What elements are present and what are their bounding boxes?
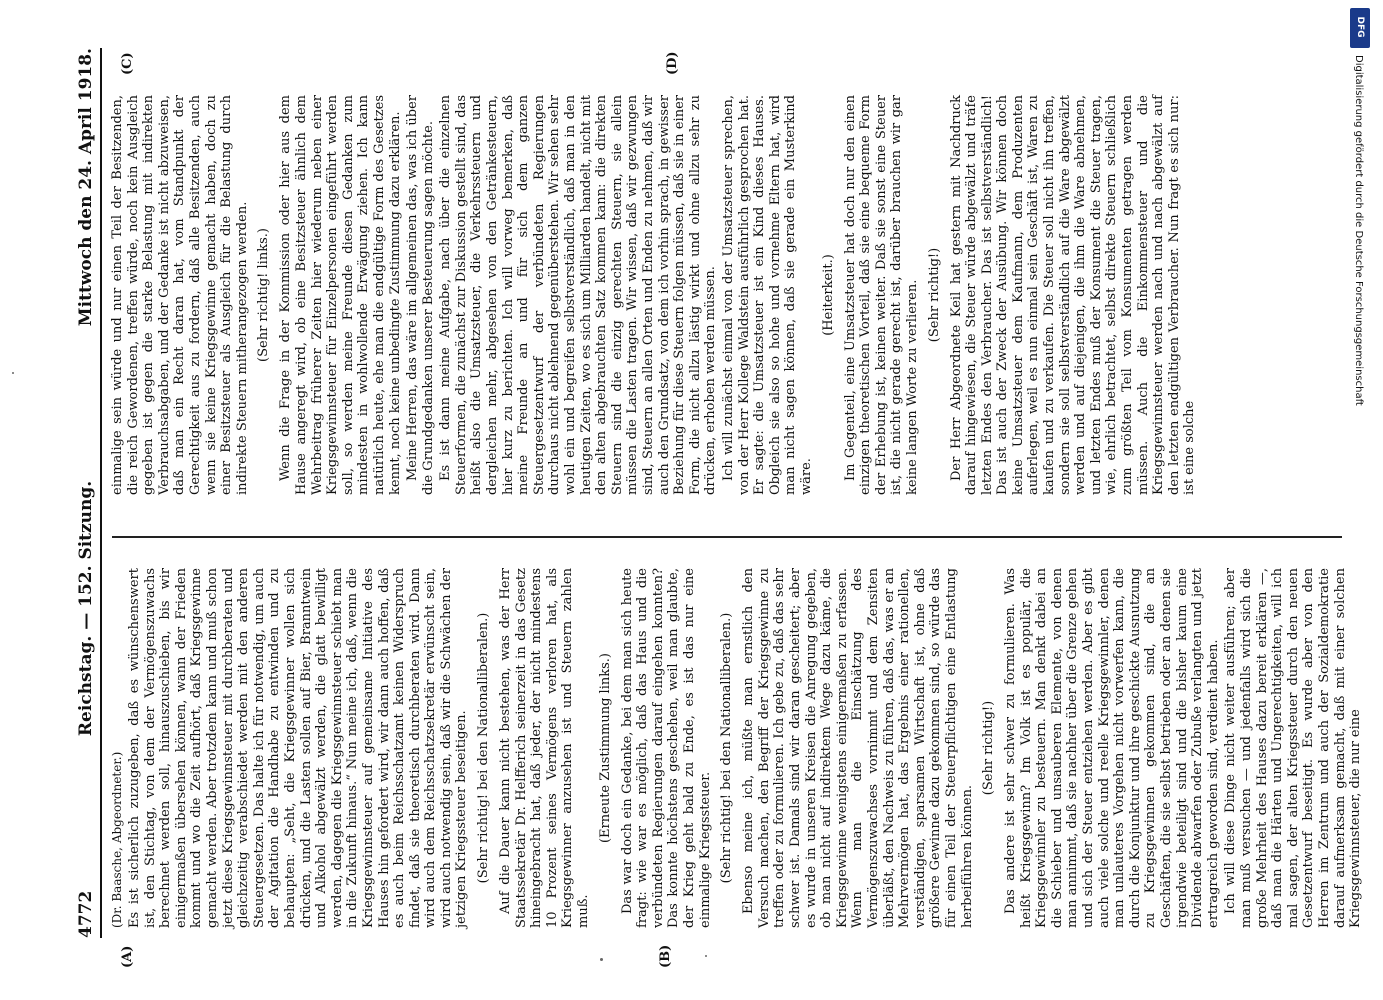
paragraph: Ich will diese Dinge nicht weiter ausführen; aber man muß versuchen — und jedenfalls wird sich die große Mehrheit des Hauses dazu bereit erklären —, daß man die Härten und Ungerechtigkeiten, will ich mal sagen, der alten Kriegssteuer durch den neuen Gesetzentwurf beseitigt. Es wurde aber von den Herren im Zentrum und auch der Sozialdemokratie darauf aufmerksam gemacht, daß mit einer solchen Kriegsgewinnsteuer, die nur eine (1223, 568, 1364, 928)
interjection: (Sehr richtig! links.) (256, 228, 272, 362)
column-divider (112, 536, 1342, 538)
margin-marker-a: (A) (120, 945, 135, 968)
page-number: 4772 (76, 890, 96, 938)
left-column (110, 568, 1364, 968)
margin-marker-c: (C) (120, 52, 135, 75)
interjection: (Erneute Zustimmung links.) (597, 652, 613, 844)
paragraph: Es ist sicherlich zuzugeben, daß es wünschenswert ist, den Stichtag, von dem der Vermögenszuwachs berechnet werden soll, hinauszuschieben, bis wir einigermaßen übersehen können, wann der Frieden kommt und wo die Zeit aufhört, daß Kriegsgewinne gemacht werden. Aber trotzdem kann und muß schon jetzt diese Kriegsgewinnsteuer mit durchberaten und gleichzeitig verabschiedet werden mit den anderen Steuergesetzen. Das halte ich für notwendig, um auch der Agitation die Handhabe zu entwinden und zu behaupten: „Seht, die Kriegsgewinner wollen sich drücken, und die Lasten sollen auf Bier, Branntwein und Alkohol abgewälzt werden, die glatt bewilligt werden, dagegen die Kriegsgewinnsteuer schiebt man in die Zukunft hinaus.“ Nun meine ich, daß, wenn die Kriegsgewinnsteuer auf gemeinsame Initiative des Hauses hin gefordert wird, wir dann auch hoffen, daß es auch beim Reichsschatzamt keinen Widerspruch findet, daß sie theoretisch durchberaten wird. Dann wird auch dem Reichsschatzsekretär erwünscht sein, wird auch notwendig sein, daß wir die Schwächen der jetzigen Kriegssteuer beseitigen. (127, 568, 470, 928)
paragraph: Meine Herren, das wäre im allgemeinen das, was ich über die Grundgedanken unserer Besteuerung sagen möchte. (405, 95, 436, 495)
session-date: Mittwoch den 24. April 1918. (76, 48, 96, 327)
page-title: Reichstag. — 152. Sitzung. (76, 480, 96, 737)
speaker-attribution: (Dr. Baasche, Abgeordneter.) (110, 751, 124, 928)
paragraph: Das andere ist sehr schwer zu formulieren. Was heißt Kriegsgewinn? Im Volk ist es populär, die Kriegsgewinnler zu besteuern. Man denkt dabei an die Schieber und unsauberen Elemente, von denen man annimmt, daß sie nachher über die Grenze gehen und sich der Steuer entziehen werden. Aber es gibt auch viele solche und reelle Kriegsgewinnler, denen man unlauteres Vorgehen nicht vorwerfen kann, die durch die Konjunktur und ihre geschickte Ausnutzung zu Kriegsgewinnen gekommen sind, die an Geschäften, die sie selbst betrieben oder an denen sie irgendwie beteiligt sind und die bisher kaum eine Dividende abwarfen oder Zubuße verlangten und jetzt ertragreich geworden sind, verdient haben. (1003, 568, 1221, 928)
paragraph: Ebenso meine ich, müßte man ernstlich den Versuch machen, den Begriff der Kriegsgewinne zu treffen oder zu formulieren. Ich gebe zu, daß das sehr schwer ist. Damals sind wir daran gescheitert; aber es wurde in unseren Kreisen die Anregung gegeben, ob man nicht auf indirektem Wege dazu käme, die Kriegsgewinne wenigstens einigermaßen zu erfassen. Wenn man die Einschätzung des Vermögenszuwachses vornimmt und dem Zensiten überläßt, den Nachweis zu führen, daß das, was er an Mehrvermögen hat, das Ergebnis einer rationellen, verständigen, sparsamen Wirtschaft ist, ohne daß größere Gewinne dazu gekommen sind, so würde das für einen Teil der Steuerpflichtigen eine Entlastung herbeiführen können. (741, 568, 975, 928)
paragraph: Im Gegenteil, eine Umsatzsteuer hat doch nur den einen einzigen theoretischen Vorteil, daß sie eine bequeme Form der Erhebung ist, keinen weiter. Daß sie sonst eine Steuer ist, die nicht gerade gerecht ist, darüber brauchen wir gar keine langen Worte zu verlieren. (842, 95, 920, 495)
paragraph: Das war doch ein Gedanke, bei dem man sich heute fragt: wie war es möglich, daß das Haus und die verbündeten Regierungen darauf eingehen konnten? Das konnte höchstens geschehen, weil man glaubte, der Krieg geht bald zu Ende, es ist das nur eine einmalige Kriegssteuer. (619, 568, 713, 928)
paragraph: Der Herr Abgeordnete Keil hat gestern mit Nachdruck darauf hingewiesen, die Steuer würde abgewälzt und träfe letzten Endes den Verbraucher. Das ist selbstverständlich! Das ist auch der Zweck der Ausübung. Wir können doch keine Umsatzsteuer dem Kaufmann, dem Produzenten auferlegen, weil es nun einmal sein Geschäft ist, Waren zu kaufen und zu verkaufen. Die Steuer soll nicht ihn treffen, sondern sie soll selbstverständlich auf die Ware abgewälzt werden und auf diejenigen, die ihm die Ware abnehmen, und letzten Endes muß der Konsument die Steuer tragen, wie, ehrlich betrachtet, selbst direkte Steuern schließlich zum größten Teil vom Konsumenten getragen werden müssen. Auch die Einkommensteuer und die Kriegsgewinnsteuer werden nach und nach abgewälzt auf den letzten endgültigen Verbraucher. Nun fragt es sich nur: ist eine solche (948, 95, 1198, 495)
interjection: (Sehr richtig! bei den Nationalliberalen.) (476, 612, 492, 884)
paragraph: Ich will zunächst einmal von der Umsatzsteuer sprechen, von der Herr Kollege Waldstein ausführlich gesprochen hat. Er sagte: die Umsatzsteuer ist ein Kind dieses Hauses. Obgleich sie also so hohe und vornehme Eltern hat, wird man nicht sagen können, daß sie gerade ein Musterkind wäre. (720, 95, 814, 495)
margin-marker-b: (B) (658, 944, 673, 968)
digitization-note: Digitalisierung gefördert durch die Deutsche Forschungsgemeinschaft (1353, 55, 1364, 406)
interjection: (Heiterkeit.) (820, 254, 836, 336)
paragraph: Auf die Dauer kann nicht bestehen, was der Herr Staatssekretär Dr. Helfferich seinerzeit in das Gesetz hineingebracht hat, daß jeder, der nicht mindestens 10 Prozent seines Vermögens verloren hat, als Kriegsgewinner anzusehen ist und Steuern zahlen muß. (498, 568, 592, 928)
header-rule (100, 48, 102, 938)
right-column (110, 51, 1340, 495)
paragraph: einmalige sein würde und nur einen Teil der Besitzenden, die reich Gewordenen, treffen würde, noch kein Ausgleich gegeben ist gegen die starke Belastung mit indirekten Verbrauchsabgaben, und der Gedanke ist nicht abzuweisen, daß man ein Recht daran hat, vom Standpunkt der Gerechtigkeit aus zu fordern, daß alle Besitzenden, auch wenn sie keine Kriegsgewinne gemacht haben, doch zu einer Besitzsteuer als Ausgleich für die Belastung durch indirekte Steuern mitherangezogen werden. (110, 95, 250, 495)
interjection: (Sehr richtig!) (926, 247, 942, 343)
interjection: (Sehr richtig!) (981, 700, 997, 796)
margin-marker-d: (D) (665, 51, 680, 75)
dfg-logo: DFG (1350, 8, 1370, 48)
interjection: (Sehr richtig! bei den Nationalliberalen.) (719, 612, 735, 884)
paragraph: Es ist dann meine Aufgabe, nach über die einzelnen Steuerformen, die zunächst zur Diskussion gestellt sind, das heißt also die Umsatzsteuer, die Verkehrssteuern und dergleichen mehr, abgesehen von den Getränkesteuern, hier kurz zu berichten. Ich will vorweg bemerken, daß meine Freunde an und für sich dem ganzen Steuergesetzentwurf der verbündeten Regierungen durchaus nicht ablehnend gegenüberstehen. Wir sehen sehr wohl ein und begreifen selbstverständlich, daß man in den heutigen Zeiten, wo es sich um Milliarden handelt, nicht mit den alten abgebrauchten Satz kommen kann: die direkten Steuern sind die einzig gerechten Steuern, sie allein müssen die Lasten tragen. Wir wissen, daß wir gezwungen sind, Steuern an allen Orten und Enden zu nehmen, daß wir auch den Grundsatz, von dem ich vorhin sprach, in gewisser Beziehung für diese Steuern folgen müssen, daß sie in einer Form, die nicht allzu lästig wirkt und ohne allzu sehr zu drücken, erhoben werden müssen. (438, 95, 719, 495)
page-header (62, 48, 96, 938)
paragraph: Wenn die Frage in der Kommission oder hier aus dem Hause angeregt wird, ob eine Besitzsteuer ähnlich dem Wehrbeitrag früherer Zeiten hier wiederum neben einer Kriegsgewinnsteuer für Einzelpersonen eingeführt werden soll, so werden meine Freunde diesen Gedanken zum mindesten in wohlwollende Erwägung ziehen. Ich kann natürlich heute, ehe man die endgültige Form des Gesetzes kennt, noch keine unbedingte Zustimmung dazu erklären. (278, 95, 403, 495)
